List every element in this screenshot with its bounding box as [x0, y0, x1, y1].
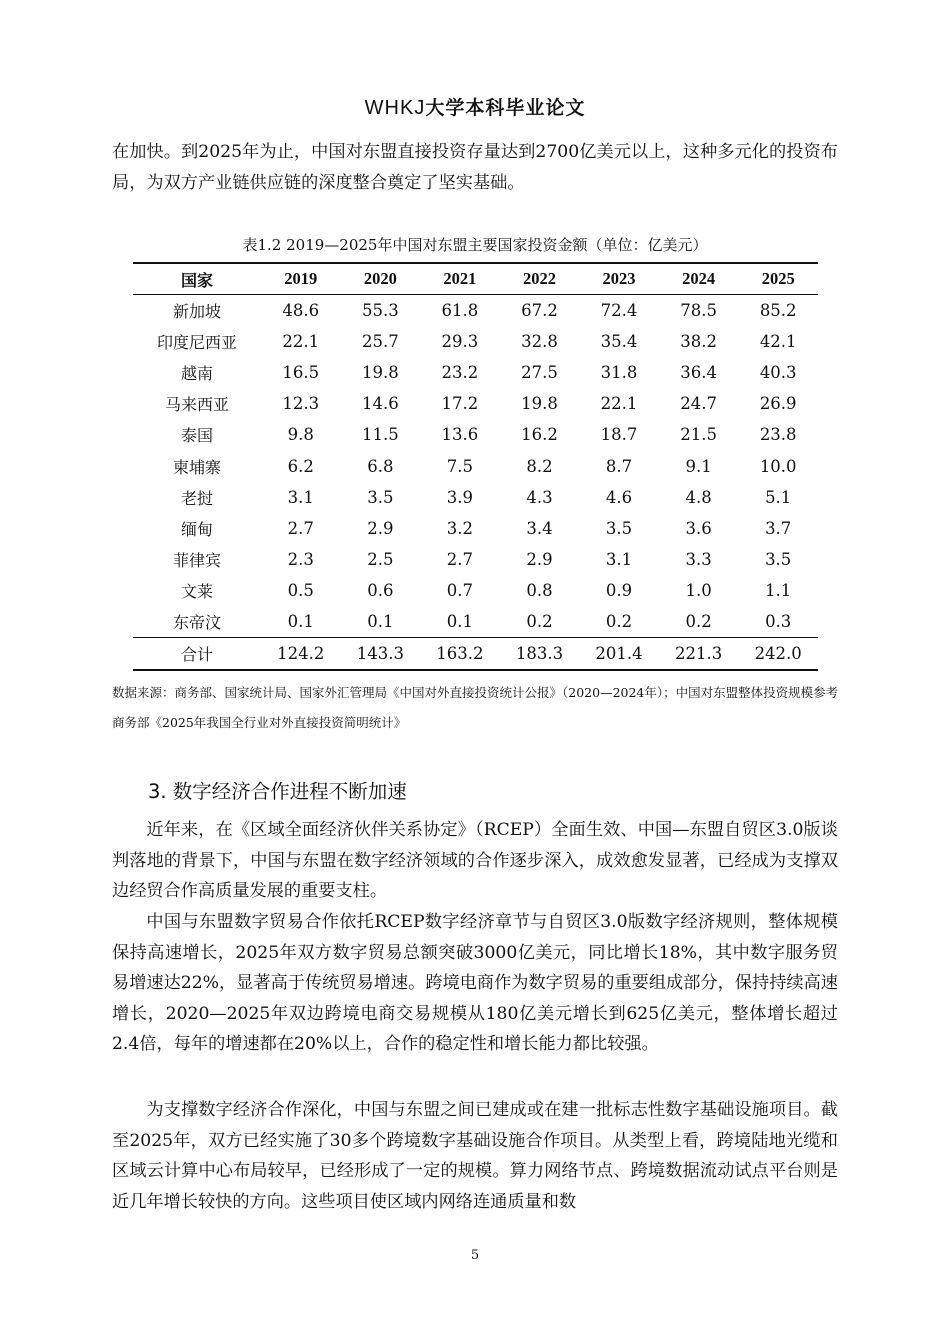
value-cell: 3.4: [526, 518, 553, 538]
total-value-cell: 221.3: [674, 644, 723, 664]
column-header: 2025: [761, 269, 795, 288]
value-cell: 17.2: [441, 394, 479, 414]
country-cell: 菲律宾: [172, 550, 221, 570]
country-cell: 文莱: [180, 581, 213, 601]
value-cell: 18.7: [600, 425, 638, 445]
page-header: [0, 93, 950, 120]
value-cell: 32.8: [521, 332, 558, 352]
value-cell: 3.1: [287, 487, 314, 507]
value-cell: 4.8: [685, 487, 712, 507]
value-cell: 0.9: [605, 580, 633, 600]
column-header: 2023: [602, 269, 636, 288]
value-cell: 26.9: [759, 394, 797, 414]
value-cell: 14.6: [361, 394, 399, 414]
value-cell: 23.8: [759, 425, 797, 445]
header-title: 大学本科毕业论文: [425, 97, 586, 119]
column-header: 2019: [284, 269, 318, 288]
value-cell: 2.5: [367, 549, 394, 569]
value-cell: 0.1: [446, 611, 474, 631]
column-header: 2022: [522, 269, 556, 288]
value-cell: 16.5: [282, 363, 320, 383]
value-cell: 40.3: [759, 363, 797, 383]
value-cell: 3.2: [446, 518, 474, 538]
total-value-cell: 183.3: [515, 644, 564, 664]
value-cell: 3.5: [605, 518, 633, 538]
value-cell: 0.7: [446, 580, 474, 600]
value-cell: 0.1: [367, 611, 394, 631]
value-cell: 3.7: [765, 518, 792, 538]
table-row: [133, 388, 818, 419]
value-cell: 85.2: [759, 301, 797, 321]
value-cell: 9.8: [287, 425, 314, 445]
investment-table: [133, 262, 818, 671]
table-row: [133, 606, 818, 638]
column-header: 2020: [363, 269, 397, 288]
value-cell: 16.2: [521, 425, 558, 445]
value-cell: 8.7: [605, 456, 633, 476]
table-row: [133, 450, 818, 481]
total-value-cell: 143.3: [356, 644, 404, 664]
value-cell: 19.8: [361, 363, 399, 383]
value-cell: 4.3: [526, 487, 553, 507]
value-cell: 3.9: [446, 487, 474, 507]
value-cell: 25.7: [361, 332, 399, 352]
value-cell: 3.5: [367, 487, 394, 507]
value-cell: 6.2: [287, 456, 314, 476]
value-cell: 0.5: [287, 580, 314, 600]
value-cell: 67.2: [521, 301, 558, 321]
value-cell: 27.5: [521, 363, 558, 383]
column-header: 2024: [682, 269, 716, 288]
total-label-cell: 合计: [180, 645, 213, 665]
intro-paragraph: 在加快。到2025年为止，中国对东盟直接投资存量达到2700亿美元以上，这种多元化的投资布局，为双方产业链供应链的深度整合奠定了坚实基础。: [112, 142, 838, 193]
total-value-cell: 242.0: [754, 644, 802, 664]
table-caption: 表1.2 2019—2025年中国对东盟主要国家投资金额（单位：亿美元）: [242, 236, 708, 254]
value-cell: 3.6: [685, 518, 712, 538]
value-cell: 3.3: [685, 549, 712, 569]
total-value-cell: 124.2: [277, 644, 325, 664]
column-header: 2021: [443, 269, 477, 288]
value-cell: 22.1: [282, 332, 320, 352]
country-cell: 泰国: [180, 426, 213, 446]
value-cell: 55.3: [361, 301, 399, 321]
value-cell: 22.1: [600, 394, 638, 414]
value-cell: 0.8: [526, 580, 553, 600]
header-mark: WHKJ: [364, 97, 426, 119]
column-header: 国家: [180, 270, 213, 290]
value-cell: 61.8: [441, 301, 479, 321]
table-row: [133, 357, 818, 388]
country-cell: 东帝汶: [172, 612, 221, 632]
value-cell: 42.1: [759, 332, 797, 352]
value-cell: 21.5: [680, 425, 717, 445]
value-cell: 8.2: [526, 456, 553, 476]
table-header-row: [133, 263, 818, 295]
table-row: [133, 544, 818, 575]
value-cell: 9.1: [685, 456, 712, 476]
value-cell: 2.7: [446, 549, 474, 569]
value-cell: 36.4: [680, 363, 717, 383]
body-paragraph: 为支撑数字经济合作深化，中国与东盟之间已建成或在建一批标志性数字基础设施项目。截至2025年，双方已经实施了30多个跨境数字基础设施合作项目。从类型上看，跨境陆地光缆和区域云计算中心布局较早，已经形成了一定的规模。算力网络节点、跨境数据流动试点平台则是近几年增长较快的方向。这些项目使区域内网络连通质量和数: [112, 1100, 838, 1212]
value-cell: 3.1: [605, 549, 633, 569]
value-cell: 6.8: [367, 456, 394, 476]
table-row: [133, 419, 818, 450]
value-cell: 72.4: [600, 301, 638, 321]
value-cell: 29.3: [441, 332, 479, 352]
country-cell: 印度尼西亚: [156, 333, 237, 353]
value-cell: 10.0: [759, 456, 797, 476]
country-cell: 新加坡: [172, 302, 221, 322]
page-number: 5: [470, 1248, 480, 1263]
body-paragraph: 近年来，在《区域全面经济伙伴关系协定》（RCEP）全面生效、中国—东盟自贸区3.0版谈判落地的背景下，中国与东盟在数字经济领域的合作逐步深入，成效愈发显著，已经成为支撑双边经贸合作高质量发展的重要支柱。: [112, 820, 838, 901]
country-cell: 马来西亚: [164, 395, 229, 415]
value-cell: 12.3: [282, 394, 320, 414]
value-cell: 0.6: [367, 580, 394, 600]
value-cell: 38.2: [680, 332, 717, 352]
section-heading: 3. 数字经济合作进程不断加速: [148, 780, 407, 803]
value-cell: 0.3: [765, 611, 792, 631]
value-cell: 2.3: [287, 549, 314, 569]
country-cell: 缅甸: [180, 519, 213, 539]
value-cell: 0.2: [685, 611, 712, 631]
table-row: [133, 482, 818, 513]
country-cell: 越南: [180, 364, 213, 384]
country-cell: 老挝: [180, 488, 213, 508]
body-paragraph: 中国与东盟数字贸易合作依托RCEP数字经济章节与自贸区3.0版数字经济规则，整体规模保持高速增长，2025年双方数字贸易总额突破3000亿美元，同比增长18%，其中数字服务贸易增速达22%，显著高于传统贸易增速。跨境电商作为数字贸易的重要组成部分，保持持续高速增长，2020—2025年双边跨境电商交易规模从180亿美元增长到625亿美元，整体增长超过2.4倍，每年的增速都在20%以上，合作的稳定性和增长能力都比较强。: [112, 912, 838, 1054]
table-source-note: 数据来源：商务部、国家统计局、国家外汇管理局《中国对外直接投资统计公报》（2020—2024年）；中国对东盟整体投资规模参考商务部《2025年我国全行业对外直接投资简明统计》: [112, 685, 839, 730]
value-cell: 11.5: [361, 425, 399, 445]
value-cell: 2.9: [526, 549, 553, 569]
value-cell: 1.1: [765, 580, 792, 600]
country-cell: 柬埔寨: [172, 457, 221, 477]
value-cell: 2.9: [367, 518, 394, 538]
total-value-cell: 163.2: [436, 644, 484, 664]
table-row: [133, 513, 818, 544]
value-cell: 7.5: [446, 456, 474, 476]
value-cell: 23.2: [441, 363, 479, 383]
value-cell: 31.8: [600, 363, 638, 383]
value-cell: 1.0: [685, 580, 712, 600]
value-cell: 24.7: [680, 394, 717, 414]
value-cell: 0.1: [287, 611, 314, 631]
value-cell: 78.5: [680, 301, 717, 321]
value-cell: 0.2: [605, 611, 633, 631]
value-cell: 5.1: [765, 487, 792, 507]
total-value-cell: 201.4: [595, 644, 643, 664]
table-total-row: [133, 638, 818, 671]
value-cell: 48.6: [282, 301, 320, 321]
value-cell: 0.2: [526, 611, 553, 631]
value-cell: 19.8: [521, 394, 558, 414]
table-row: [133, 575, 818, 606]
value-cell: 3.5: [765, 549, 792, 569]
table-row: [133, 326, 818, 357]
value-cell: 35.4: [600, 332, 638, 352]
value-cell: 2.7: [287, 518, 314, 538]
value-cell: 13.6: [441, 425, 479, 445]
table-row: [133, 295, 818, 327]
value-cell: 4.6: [605, 487, 633, 507]
